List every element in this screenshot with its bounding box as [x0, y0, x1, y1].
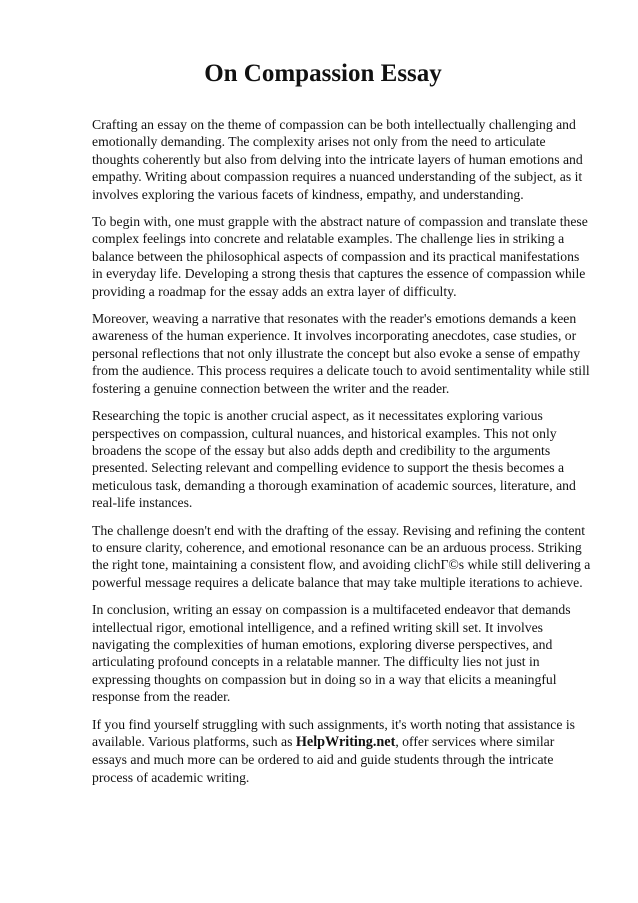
- page-title: On Compassion Essay: [204, 60, 442, 87]
- paragraph-conclusion: In conclusion, writing an essay on compassion is a multifaceted endeavor that demands intellectual rigor, emotional intelligence, and a refined writing skill set. It involves navigating the complexities of human emotions, exploring diverse perspectives, and articulating profound concepts in a relatable manner. The difficulty lies not just in expressing thoughts on compassion but in doing so in a way that elicits a meaningful response from the reader.: [92, 602, 571, 705]
- paragraph-research: Researching the topic is another crucial aspect, as it necessitates exploring various perspectives on compassion, cultural nuances, and historical examples. This not only broadens the scope of the essay but also adds depth and credibility to the arguments presented. Selecting relevant and compelling evidence to support the thesis becomes a meticulous task, demanding a thorough examination of academic sources, literature, and real-life instances.: [92, 408, 576, 511]
- closing-text-before: If you find yourself struggling with such assignments, it's worth noting that assistance is available. Various platforms, such as: [92, 716, 575, 749]
- paragraph-intro: Crafting an essay on the theme of compassion can be both intellectually challenging and emotionally demanding. The complexity arises not only from the need to articulate thoughts coherently but also from delving into the intricate layers of human emotions and empathy. Writing about compassion requires a nuanced understanding of the subject, as it involves exploring the various facets of kindness, empathy, and understanding.: [92, 117, 583, 202]
- paragraph-revision: The challenge doesn't end with the drafting of the essay. Revising and refining the content to ensure clarity, coherence, and emotional resonance can be an arduous process. Striking the right tone, maintaining a consistent flow, and avoiding clichГ©s while still delivering a powerful message requires a delicate balance that may take multiple iterations to achieve.: [92, 522, 591, 590]
- paragraph-closing: [92, 716, 592, 787]
- helpwriting-link[interactable]: HelpWriting.net: [295, 734, 396, 750]
- paragraph-narrative: Moreover, weaving a narrative that resonates with the reader's emotions demands a keen awareness of the human experience. It involves incorporating anecdotes, case studies, or personal reflections that not only illustrate the concept but also evoke a sense of empathy from the audience. This process requires a delicate touch to avoid sentimentality while still fostering a genuine connection between the writer and the reader.: [92, 311, 590, 396]
- paragraph-abstract-nature: To begin with, one must grapple with the abstract nature of compassion and translate these complex feelings into concrete and relatable examples. The challenge lies in striking a balance between the philosophical aspects of compassion and its practical manifestations in everyday life. Developing a strong thesis that captures the essence of compassion while providing a roadmap for the essay adds an extra layer of difficulty.: [92, 214, 588, 299]
- closing-text-after: , offer services where similar essays and much more can be ordered to aid and guide students through the intricate process of academic writing.: [92, 734, 555, 785]
